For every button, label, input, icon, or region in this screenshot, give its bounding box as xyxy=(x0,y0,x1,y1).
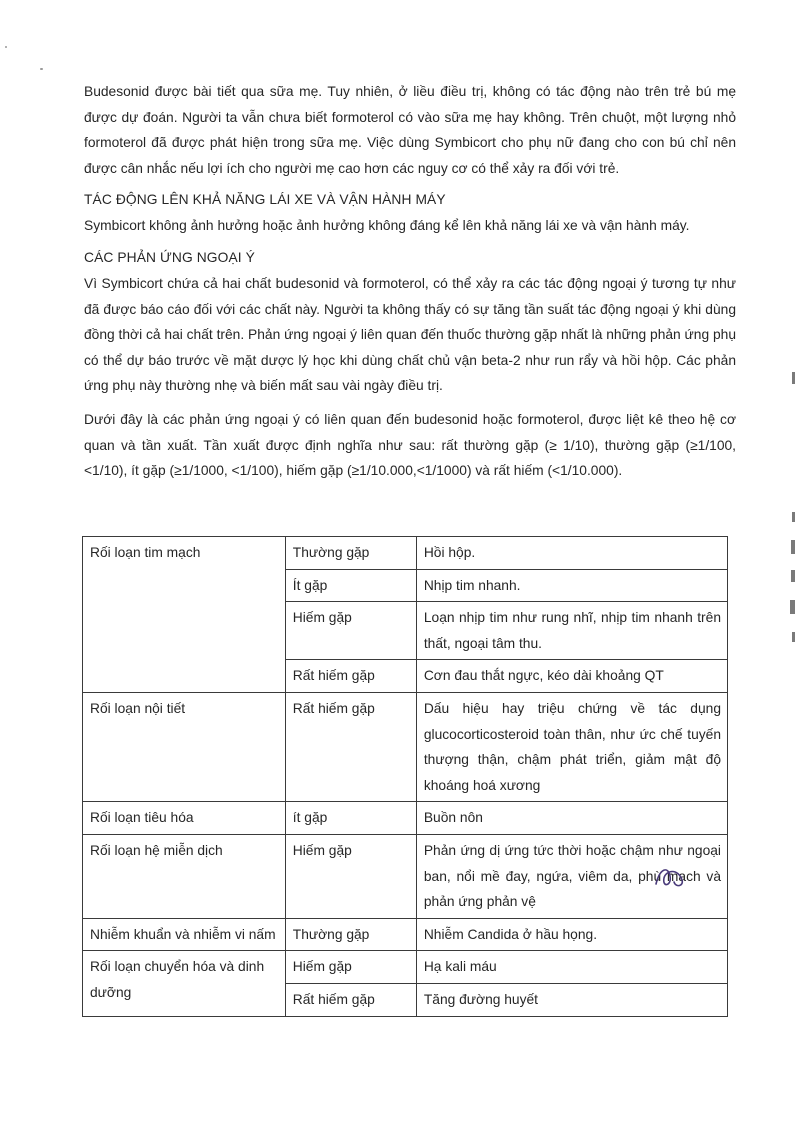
table-row xyxy=(83,692,728,801)
table-cell-frequency: Hiếm gặp xyxy=(285,602,416,660)
scan-speck xyxy=(5,46,7,48)
table-cell-reaction: Hạ kali máu xyxy=(416,951,727,984)
handwritten-initial-mark xyxy=(650,862,690,892)
table-cell-frequency: Rất hiếm gặp xyxy=(285,692,416,801)
table-row xyxy=(83,951,728,984)
adverse-reactions-heading: CÁC PHẢN ỨNG NGOẠI Ý xyxy=(84,249,255,265)
table-cell-system: Rối loạn tiêu hóa xyxy=(83,802,286,835)
scan-edge-mark xyxy=(791,540,795,554)
table-row xyxy=(83,918,728,951)
table-cell-frequency: Thường gặp xyxy=(285,537,416,570)
driving-heading: TÁC ĐỘNG LÊN KHẢ NĂNG LÁI XE VÀ VẬN HÀNH MÁY xyxy=(84,192,446,208)
table-cell-reaction: Nhịp tim nhanh. xyxy=(416,569,727,602)
driving-paragraph: Symbicort không ảnh hưởng hoặc ảnh hưởng không đáng kể lên khả năng lái xe và vận hành máy. xyxy=(84,218,690,234)
table-cell-system: Rối loạn nội tiết xyxy=(83,692,286,801)
scan-speck xyxy=(40,68,43,70)
adverse-intro-paragraph: Vì Symbicort chứa cả hai chất budesonid và formoterol, có thể xảy ra các tác động ngoại ý tương tự như đã được báo cáo đối với các chất này. Người ta không thấy có sự tăng tần suất tác động ngoại ý khi dùng đồng thời cả hai chất trên. Phản ứng ngoại ý liên quan đến thuốc thường gặp nhất là những phản ứng phụ có thể dự báo trước về mặt dược lý học khi dùng chất chủ vận beta-2 như run rẩy và hồi hộp. Các phản ứng phụ này thường nhẹ và biến mất sau vài ngày điều trị. xyxy=(84,275,736,394)
table-cell-reaction: Phản ứng dị ứng tức thời hoặc chậm như ngoại ban, nổi mề đay, ngứa, viêm da, phù mạch và phản ứng phản vệ xyxy=(416,834,727,918)
scan-edge-mark xyxy=(790,600,795,614)
table-cell-frequency: Thường gặp xyxy=(285,918,416,951)
adverse-frequency-paragraph: Dưới đây là các phản ứng ngoại ý có liên quan đến budesonid hoặc formoterol, được liệt kê theo hệ cơ quan và tần xuất. Tần xuất được định nghĩa như sau: rất thường gặp (≥ 1/10), thường gặp (≥1/100, <1/10), ít gặp (≥1/1000, <1/100), hiếm gặp (≥1/10.000,<1/1000) và rất hiếm (<1/10.000). xyxy=(84,411,736,479)
table-cell-reaction: Dấu hiệu hay triệu chứng về tác dụng glucocorticosteroid toàn thân, như ức chế tuyến thượng thận, chậm phát triển, giảm mật độ khoáng hoá xương xyxy=(416,692,727,801)
table-cell-system: Rối loạn hệ miễn dịch xyxy=(83,834,286,918)
table-cell-reaction: Buồn nôn xyxy=(416,802,727,835)
table-cell-frequency: ít gặp xyxy=(285,802,416,835)
table-cell-system: Rối loạn chuyển hóa và dinh dưỡng xyxy=(83,951,286,1016)
table-cell-reaction: Nhiễm Candida ở hầu họng. xyxy=(416,918,727,951)
scan-edge-mark xyxy=(792,372,795,384)
scan-edge-mark xyxy=(792,632,795,642)
table-cell-reaction: Loạn nhịp tim như rung nhĩ, nhịp tim nhanh trên thất, ngoại tâm thu. xyxy=(416,602,727,660)
table-cell-frequency: Rất hiếm gặp xyxy=(285,983,416,1016)
table-cell-frequency: Hiếm gặp xyxy=(285,834,416,918)
document-body xyxy=(84,79,736,484)
scan-edge-mark xyxy=(792,512,795,522)
table-row xyxy=(83,537,728,570)
table-cell-frequency: Rất hiếm gặp xyxy=(285,660,416,693)
table-cell-reaction: Cơn đau thắt ngực, kéo dài khoảng QT xyxy=(416,660,727,693)
adverse-reactions-table xyxy=(82,536,728,1017)
breastfeeding-paragraph: Budesonid được bài tiết qua sữa mẹ. Tuy nhiên, ở liều điều trị, không có tác động nào trên trẻ bú mẹ được dự đoán. Người ta vẫn chưa biết formoterol có vào sữa mẹ hay không. Trên chuột, một lượng nhỏ formoterol đã được phát hiện trong sữa mẹ. Việc dùng Symbicort cho phụ nữ đang cho con bú chỉ nên được cân nhắc nếu lợi ích cho người mẹ cao hơn các nguy cơ có thể xảy ra đối với trẻ. xyxy=(84,84,736,176)
table-cell-reaction: Hồi hộp. xyxy=(416,537,727,570)
scan-edge-mark xyxy=(791,570,795,582)
table-row xyxy=(83,802,728,835)
table-cell-system: Nhiễm khuẩn và nhiễm vi nấm xyxy=(83,918,286,951)
table-cell-frequency: Hiếm gặp xyxy=(285,951,416,984)
table-cell-reaction: Tăng đường huyết xyxy=(416,983,727,1016)
table-row xyxy=(83,834,728,918)
table-cell-system: Rối loạn tim mạch xyxy=(83,537,286,693)
table-cell-frequency: Ít gặp xyxy=(285,569,416,602)
